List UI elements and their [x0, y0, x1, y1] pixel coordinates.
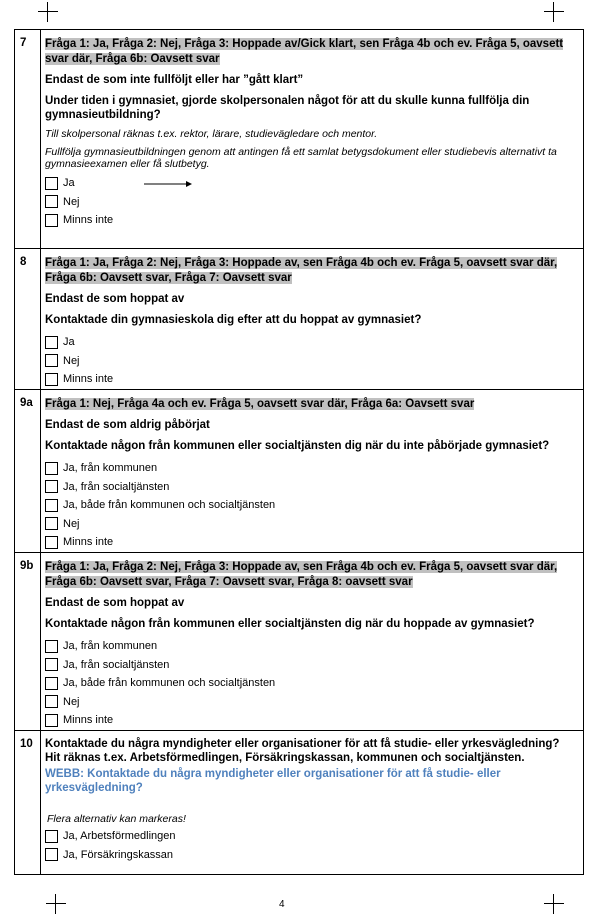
questionnaire-table: [14, 29, 584, 875]
instruction-note: Flera alternativ kan markeras!: [47, 813, 186, 825]
option-ja[interactable]: Ja: [45, 333, 577, 352]
routing-condition: Fråga 1: Ja, Fråga 2: Nej, Fråga 3: Hoppade av, sen Fråga 4b och ev. Fråga 5, oavsett svar där, Fråga 6b: Oavsett svar, Fråga 7: Oavsett svar: [45, 257, 558, 284]
checkbox[interactable]: [45, 848, 58, 861]
checkbox[interactable]: [45, 336, 58, 349]
question-row-7: [15, 30, 583, 248]
option-forsakringskassan[interactable]: Ja, Försäkringskassan: [45, 846, 577, 865]
crop-mark-bottom-left: [46, 894, 66, 914]
crop-mark-top-left: [38, 2, 58, 22]
question-text: Kontaktade din gymnasieskola dig efter att du hoppat av gymnasiet?: [45, 314, 422, 326]
option-minns-inte[interactable]: Minns inte: [45, 370, 577, 389]
checkbox[interactable]: [45, 480, 58, 493]
question-text: Under tiden i gymnasiet, gjorde skolpersonalen något för att du skulle kunna fullfölja din gymnasieutbildning?: [45, 95, 530, 121]
crop-mark-bottom-right: [544, 894, 564, 914]
checkbox[interactable]: [45, 195, 58, 208]
question-number: 7: [15, 30, 41, 248]
option-nej[interactable]: Nej: [45, 193, 577, 212]
option-minns-inte[interactable]: Minns inte: [45, 533, 577, 552]
question-text: Kontaktade någon från kommunen eller socialtjänsten dig när du inte påbörjade gymnasiet?: [45, 440, 550, 452]
question-row-9a: [15, 389, 583, 552]
routing-condition: Fråga 1: Ja, Fråga 2: Nej, Fråga 3: Hoppade av, sen Fråga 4b och ev. Fråga 5, oavsett svar där, Fråga 6b: Oavsett svar, Fråga 7: Oavsett svar, Fråga 8: oavsett svar: [45, 561, 558, 588]
checkbox[interactable]: [45, 214, 58, 227]
option-nej[interactable]: Nej: [45, 693, 577, 712]
option-kommunen[interactable]: Ja, från kommunen: [45, 637, 577, 656]
checkbox[interactable]: [45, 462, 58, 475]
respondent-filter: Endast de som inte fullföljt eller har ”gått klart”: [45, 74, 304, 86]
option-socialtjansten[interactable]: Ja, från socialtjänsten: [45, 478, 577, 497]
checkbox[interactable]: [45, 658, 58, 671]
option-socialtjansten[interactable]: Ja, från socialtjänsten: [45, 656, 577, 675]
instruction-note-2: Fullfölja gymnasieutbildningen genom att antingen få ett samlat betygsdokument eller studiebevis alternativt ta gymnasieexamen eller få slutbetyg.: [45, 146, 557, 170]
page-number: 4: [279, 899, 285, 910]
option-minns-inte[interactable]: Minns inte: [45, 211, 577, 230]
question-number: 9b: [15, 553, 41, 730]
checkbox[interactable]: [45, 695, 58, 708]
option-minns-inte[interactable]: Minns inte: [45, 711, 577, 730]
question-row-8: [15, 248, 583, 389]
checkbox[interactable]: [45, 830, 58, 843]
option-bada[interactable]: Ja, både från kommunen och socialtjänsten: [45, 674, 577, 693]
question-number: 8: [15, 249, 41, 389]
question-row-9b: [15, 552, 583, 730]
checkbox[interactable]: [45, 536, 58, 549]
routing-condition: Fråga 1: Nej, Fråga 4a och ev. Fråga 5, oavsett svar där, Fråga 6a: Oavsett svar: [45, 398, 475, 410]
question-row-10: [15, 730, 583, 874]
option-bada[interactable]: Ja, både från kommunen och socialtjänsten: [45, 496, 577, 515]
option-kommunen[interactable]: Ja, från kommunen: [45, 459, 577, 478]
checkbox[interactable]: [45, 177, 58, 190]
checkbox[interactable]: [45, 354, 58, 367]
checkbox[interactable]: [45, 640, 58, 653]
option-nej[interactable]: Nej: [45, 515, 577, 534]
question-text: Kontaktade någon från kommunen eller socialtjänsten dig när du hoppade av gymnasiet?: [45, 618, 535, 630]
respondent-filter: Endast de som hoppat av: [45, 597, 185, 609]
checkbox[interactable]: [45, 714, 58, 727]
option-nej[interactable]: Nej: [45, 352, 577, 371]
question-text: Kontaktade du några myndigheter eller organisationer för att få studie- eller yrkesvägledning? Hit räknas t.ex. Arbetsförmedlingen, Försäkringskassan, kommunen och socialtjänsten.: [45, 738, 560, 764]
checkbox[interactable]: [45, 499, 58, 512]
crop-mark-top-right: [544, 2, 564, 22]
routing-condition: Fråga 1: Ja, Fråga 2: Nej, Fråga 3: Hoppade av/Gick klart, sen Fråga 4b och ev. Fråga 5, oavsett svar där, Fråga 6b: Oavsett svar: [45, 38, 564, 65]
respondent-filter: Endast de som hoppat av: [45, 293, 185, 305]
question-number: 9a: [15, 390, 41, 552]
option-arbetsformedlingen[interactable]: Ja, Arbetsförmedlingen: [45, 827, 577, 846]
option-ja[interactable]: Ja: [45, 174, 577, 193]
checkbox[interactable]: [45, 517, 58, 530]
web-version-question: WEBB: Kontaktade du några myndigheter eller organisationer för att få studie- eller yrkesvägledning?: [45, 768, 501, 794]
respondent-filter: Endast de som aldrig påbörjat: [45, 419, 210, 431]
arrow-icon: [144, 180, 194, 188]
instruction-note: Till skolpersonal räknas t.ex. rektor, lärare, studievägledare och mentor.: [45, 128, 378, 140]
question-number: 10: [15, 731, 41, 874]
checkbox[interactable]: [45, 677, 58, 690]
checkbox[interactable]: [45, 373, 58, 386]
